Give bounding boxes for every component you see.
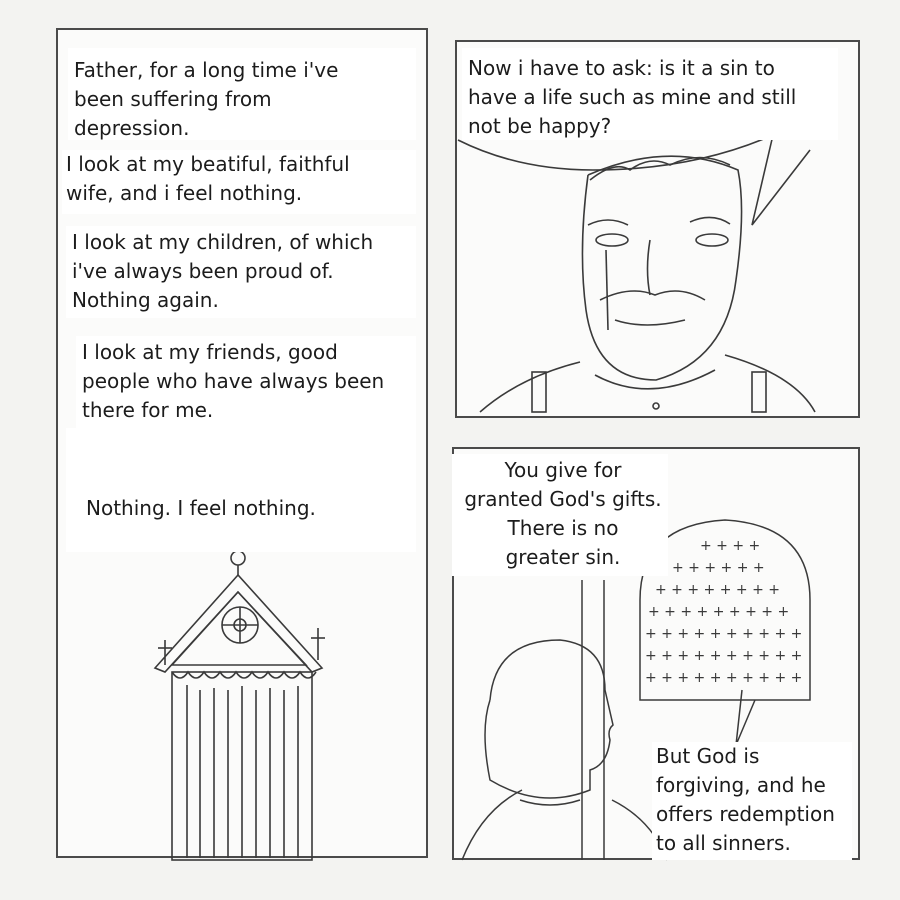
confessional-booth-drawing (155, 551, 325, 860)
priest-line: There is no (507, 516, 619, 540)
svg-text:+ + + + + + + + +: + + + + + + + + + (648, 604, 790, 620)
speech-bubble-reply: But God is forgiving, and he offers redemption to all sinners. (652, 742, 852, 860)
caption-children: I look at my children, of which i've always been proud of. Nothing again. (66, 226, 416, 318)
man-face-drawing (458, 135, 815, 412)
svg-text:+ + + +: + + + + (700, 538, 761, 554)
caption-nothing: Nothing. I feel nothing. (66, 428, 416, 552)
caption-depression: Father, for a long time i've been suffering from depression. (68, 48, 416, 140)
priest-line: You give for (504, 458, 622, 482)
svg-text:+ + + + + + + + + +: + + + + + + + + + + (645, 626, 803, 642)
priest-line: greater sin. (505, 545, 621, 569)
svg-text:+ + + + + + + + + +: + + + + + + + + + + (645, 648, 803, 664)
svg-text:+ + + + + + + +: + + + + + + + + (655, 582, 780, 598)
svg-text:+ + + + + +: + + + + + + (672, 560, 765, 576)
priest-line: granted God's gifts. (464, 487, 662, 511)
speech-bubble-priest (452, 454, 668, 576)
speech-bubble-question: Now i have to ask: is it a sin to have a life such as mine and still not be happy? (462, 48, 838, 140)
caption-friends: I look at my friends, good people who have always been there for me. (76, 336, 416, 428)
caption-wife: I look at my beatiful, faithful wife, and i feel nothing. (62, 150, 416, 214)
svg-text:+ + + + + + + + + +: + + + + + + + + + + (645, 670, 803, 686)
